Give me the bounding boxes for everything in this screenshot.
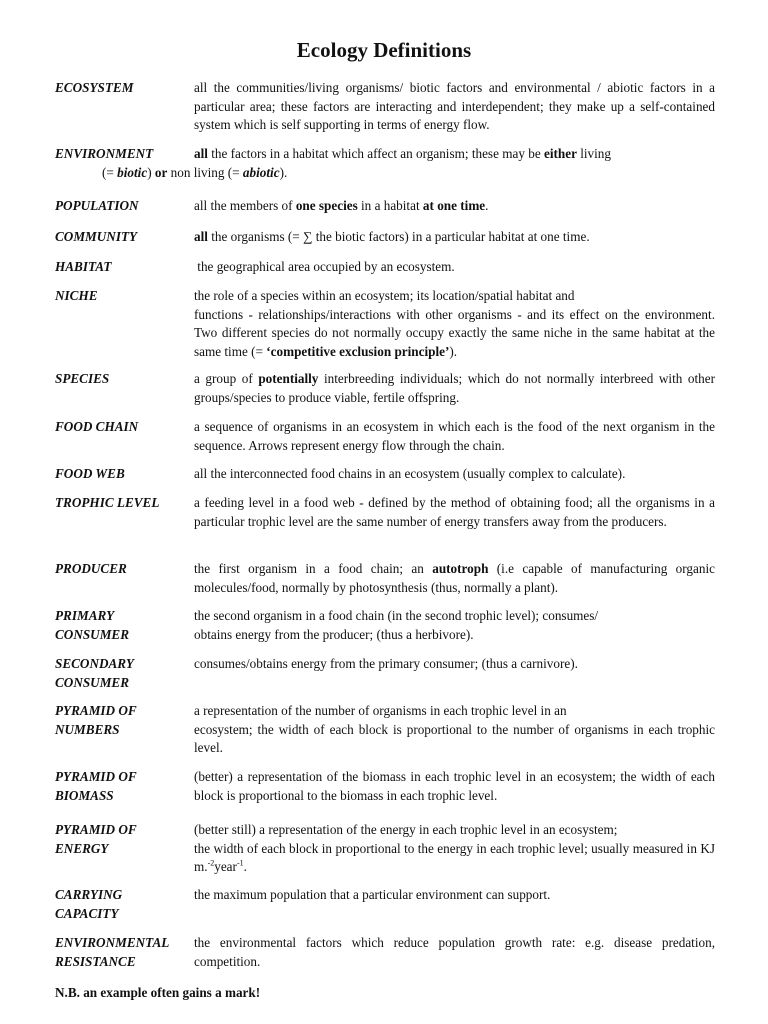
emphasis: all (194, 229, 208, 244)
entry-food-web (55, 465, 715, 484)
emphasis-biotic: biotic (117, 164, 148, 180)
emphasis: autotroph (432, 561, 489, 576)
text: functions - relationships/interactions with other organisms - and its effect on the environment. Two different species do not normally occupy exactly the same niche in the same habitat at the same time (= (194, 306, 715, 359)
text: (= (102, 164, 118, 180)
definition-environmental-resistance: the environmental factors which reduce population growth rate: e.g. disease predation, competition. (194, 935, 715, 969)
entry-pyramid-of-energy (55, 821, 715, 877)
term-population: POPULATION (55, 198, 139, 213)
entry-trophic-level (55, 494, 715, 531)
term-carrying-capacity (55, 886, 195, 923)
definition-ecosystem: all the communities/living organisms/ biotic factors and environmental / abiotic factors in a particular area; these factors are interacting and interdependent; they make up a self-contained system which is self supporting in terms of energy flow. (194, 80, 715, 132)
entry-species (55, 370, 715, 407)
emphasis-either: either (543, 146, 577, 161)
term-species: SPECIES (55, 371, 110, 386)
entry-primary-consumer (55, 607, 715, 644)
entry-producer (55, 560, 715, 597)
entry-environment (55, 145, 715, 182)
text: ). (449, 343, 458, 359)
definition-producer (194, 560, 715, 597)
term-line: NUMBERS (55, 721, 120, 737)
text: ). (279, 164, 288, 180)
definition-pyramid-of-energy-line1: (better still) a representation of the energy in each trophic level in an ecosystem; (194, 822, 618, 837)
definition-pyramid-of-numbers-line1: a representation of the number of organisms in each trophic level in an (194, 703, 567, 718)
emphasis-all: all (194, 146, 208, 161)
definition-food-chain: a sequence of organisms in an ecosystem in which each is the food of the next organism in the sequence. Arrows represent energy flow through the chain. (194, 419, 715, 453)
emphasis-or: or (154, 164, 168, 180)
emphasis: ‘competitive exclusion principle’ (266, 343, 450, 359)
definition-pyramid-of-numbers: ecosystem; the width of each block is proportional to the number of organisms in each trophic level. (194, 721, 715, 755)
definition-primary-consumer-line2: obtains energy from the producer; (thus a herbivore). (194, 626, 474, 642)
term-environment: ENVIRONMENT (55, 146, 154, 161)
definition-species (194, 370, 715, 407)
entry-population (55, 197, 715, 216)
term-pyramid-of-numbers (55, 702, 195, 739)
entry-niche (55, 287, 715, 361)
definition-pyramid-of-biomass: (better) a representation of the biomass in each trophic level in an ecosystem; the width of each block is proportional to the biomass in each trophic level. (194, 769, 715, 803)
text: all the members of (194, 198, 296, 213)
definition-environment-line2 (55, 164, 715, 183)
definition-pyramid-of-energy (194, 840, 715, 877)
page-title: Ecology Definitions (296, 38, 472, 62)
entry-carrying-capacity (55, 886, 715, 921)
text: ) (147, 164, 155, 180)
text: (i.e capable of manufacturing organic molecules/food, normally by photosynthesis (thus, normally a plant). (194, 561, 715, 595)
term-line: ENVIRONMENTAL (55, 935, 170, 950)
text: the factors in a habitat which affect an organism; these may be (207, 146, 544, 161)
entry-ecosystem (55, 79, 715, 135)
term-food-chain: FOOD CHAIN (55, 419, 139, 434)
definition-habitat: the geographical area occupied by an ecosystem. (194, 259, 455, 274)
definition-environment (194, 145, 715, 164)
term-line: PRIMARY (55, 608, 115, 623)
term-line: SECONDARY (55, 656, 134, 671)
emphasis: one species (295, 198, 358, 213)
footnote: N.B. an example often gains a mark! (55, 985, 261, 1000)
term-food-web: FOOD WEB (55, 466, 125, 481)
term-primary-consumer (55, 607, 195, 644)
superscript: -2 (207, 858, 215, 868)
definition-population (194, 197, 715, 216)
text: a group of (194, 371, 259, 386)
definition-primary-consumer-line1: the second organism in a food chain (in the second trophic level); consumes/ (194, 608, 599, 623)
text: in a habitat (357, 198, 423, 213)
definition-food-web: all the interconnected food chains in an ecosystem (usually complex to calculate). (194, 466, 626, 481)
text: interbreeding individuals; which do not normally interbreed with other groups/species to produce viable, fertile offspring. (194, 371, 715, 405)
entry-environmental-resistance (55, 934, 715, 971)
emphasis: at one time (422, 198, 486, 213)
definition-secondary-consumer: consumes/obtains energy from the primary consumer; (thus a carnivore). (194, 656, 578, 671)
entry-food-chain (55, 418, 715, 455)
term-line: CAPACITY (55, 905, 119, 921)
term-pyramid-of-energy (55, 821, 195, 858)
term-line: PYRAMID OF (55, 703, 137, 718)
text: the first organism in a food chain; an (194, 561, 433, 576)
entry-habitat (55, 258, 715, 277)
term-line: PYRAMID OF (55, 822, 137, 837)
term-line: RESISTANCE (55, 953, 136, 969)
term-ecosystem: ECOSYSTEM (55, 80, 134, 95)
definition-carrying-capacity: the maximum population that a particular environment can support. (194, 887, 551, 902)
entry-community (55, 228, 715, 247)
term-line: CARRYING (55, 887, 123, 902)
text: non living (= (167, 164, 243, 180)
term-line: ENERGY (55, 840, 109, 856)
term-producer: PRODUCER (55, 561, 127, 576)
text: . (243, 859, 247, 874)
text: the width of each block in proportional to the energy in each trophic level; usually measured in KJ m. (194, 840, 715, 874)
term-habitat: HABITAT (55, 259, 112, 274)
entry-pyramid-of-biomass (55, 768, 715, 805)
term-community: COMMUNITY (55, 229, 138, 244)
term-niche: NICHE (55, 288, 98, 303)
definition-niche (194, 306, 715, 362)
entry-pyramid-of-numbers (55, 702, 715, 758)
superscript: -1 (236, 858, 244, 868)
emphasis-abiotic: abiotic (242, 164, 280, 180)
term-secondary-consumer (55, 655, 195, 692)
text: . (485, 198, 489, 213)
definition-niche-line1: the role of a species within an ecosystem; its location/spatial habitat and (194, 288, 575, 303)
text: living (576, 146, 611, 161)
definition-trophic-level: a feeding level in a food web - defined by the method of obtaining food; all the organisms in a particular trophic level are the same number of energy transfers away from the producers. (194, 495, 715, 529)
term-pyramid-of-biomass (55, 768, 195, 805)
term-environmental-resistance (55, 934, 195, 971)
term-line: CONSUMER (55, 674, 130, 690)
emphasis: potentially (258, 371, 319, 386)
term-trophic-level: TROPHIC LEVEL (55, 495, 160, 510)
text: the organisms (= ∑ the biotic factors) in a particular habitat at one time. (207, 229, 590, 244)
term-line: CONSUMER (55, 626, 130, 642)
entry-secondary-consumer (55, 655, 715, 690)
term-line: PYRAMID OF (55, 769, 137, 784)
term-line: BIOMASS (55, 787, 114, 803)
text: year (214, 859, 237, 874)
definition-community (194, 228, 715, 247)
